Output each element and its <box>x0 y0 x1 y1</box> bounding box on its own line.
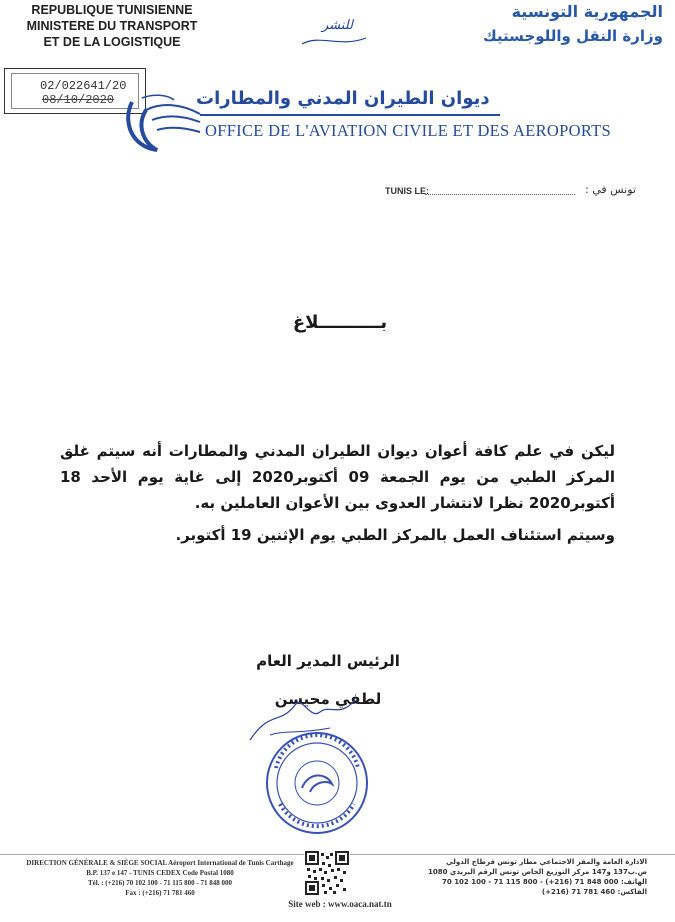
header-fr-line: REPUBLIQUE TUNISIENNE <box>31 3 193 17</box>
logo-divider <box>200 114 500 116</box>
body-paragraph-1: ليكن في علم كافة أعوان ديوان الطيران المدني والمطارات أنه سيتم غلق المركز الطبي من يوم الجمعة 09 أكتوبر2020 إلى غاية يوم الأحد 18 أكتوبر2020 نظرا لانتشار العدوى بين الأعوان العاملين به. <box>60 442 615 512</box>
qr-code-icon <box>304 850 350 896</box>
body-paragraph-2: وسيتم استئناف العمل بالمركز الطبي يوم الإثنين 19 أكتوبر. <box>175 526 615 544</box>
footer-fr-line: Tél. : (+216) 70 102 100 - 71 115 800 - 71 848 000 <box>88 879 232 887</box>
footer-ar-line: الفاكس: 460 781 71 (216+) <box>541 888 647 896</box>
logo-arabic-name: ديوان الطيران المدني والمطارات <box>196 88 490 109</box>
date-dotted-line <box>425 194 575 195</box>
publish-underline-scribble <box>300 30 370 50</box>
reference-number: 02/022641/20 <box>40 79 127 93</box>
footer-ar-line: الهاتف: 000 848 71 (216+) - 800 115 71 - 100 102 70 <box>442 878 647 886</box>
footer-fr-line: B.P. 137 e 147 - TUNIS CEDEX Code Postal 1080 <box>86 869 234 877</box>
notice-body <box>60 438 615 548</box>
header-fr-line: MINISTERE DU TRANSPORT <box>26 19 198 33</box>
header-ar-line1: الجمهورية التونسية <box>511 2 663 21</box>
footer-ar-line: الادارة العامة والمقر الاجتماعي مطار تونس قرطاج الدولي <box>446 858 647 866</box>
footer-address-fr <box>20 858 300 898</box>
date-label-fr: TUNIS LE: <box>385 186 429 196</box>
ministry-header-ar <box>443 0 663 48</box>
oaca-logo-icon <box>112 92 202 162</box>
footer-fr-line: Fax : (+216) 71 781 460 <box>125 889 195 897</box>
footer-fr-line: DIRECTION GÉNÉRALE & SIÈGE SOCIAL Aéroport International de Tunis Carthage <box>26 859 294 867</box>
ministry-header-fr <box>12 2 212 50</box>
header-fr-line: ET DE LA LOGISTIQUE <box>43 35 181 49</box>
signatory-name: لطفي محيسن <box>274 690 382 708</box>
publish-handwritten-mark: للنشر <box>322 18 353 33</box>
signatory-title: الرئيس المدير العام <box>256 652 400 670</box>
notice-title: بــــــــــلاغ <box>292 312 388 333</box>
footer-ar-line: ص.ب137 و147 مركز التوزيع الخاص تونس الرقم البريدي 1080 <box>428 868 647 876</box>
website-link[interactable]: Site web : www.oaca.nat.tn <box>288 899 392 909</box>
official-round-stamp <box>262 728 372 838</box>
footer-address-ar <box>407 857 647 897</box>
reference-date: 08/10/2020 <box>42 93 115 107</box>
date-label-ar: تونس في : <box>585 183 636 196</box>
logo-french-name: OFFICE DE L'AVIATION CIVILE ET DES AEROPORTS <box>205 121 612 140</box>
header-ar-line2: وزارة النقل واللوجستيك <box>482 27 663 45</box>
